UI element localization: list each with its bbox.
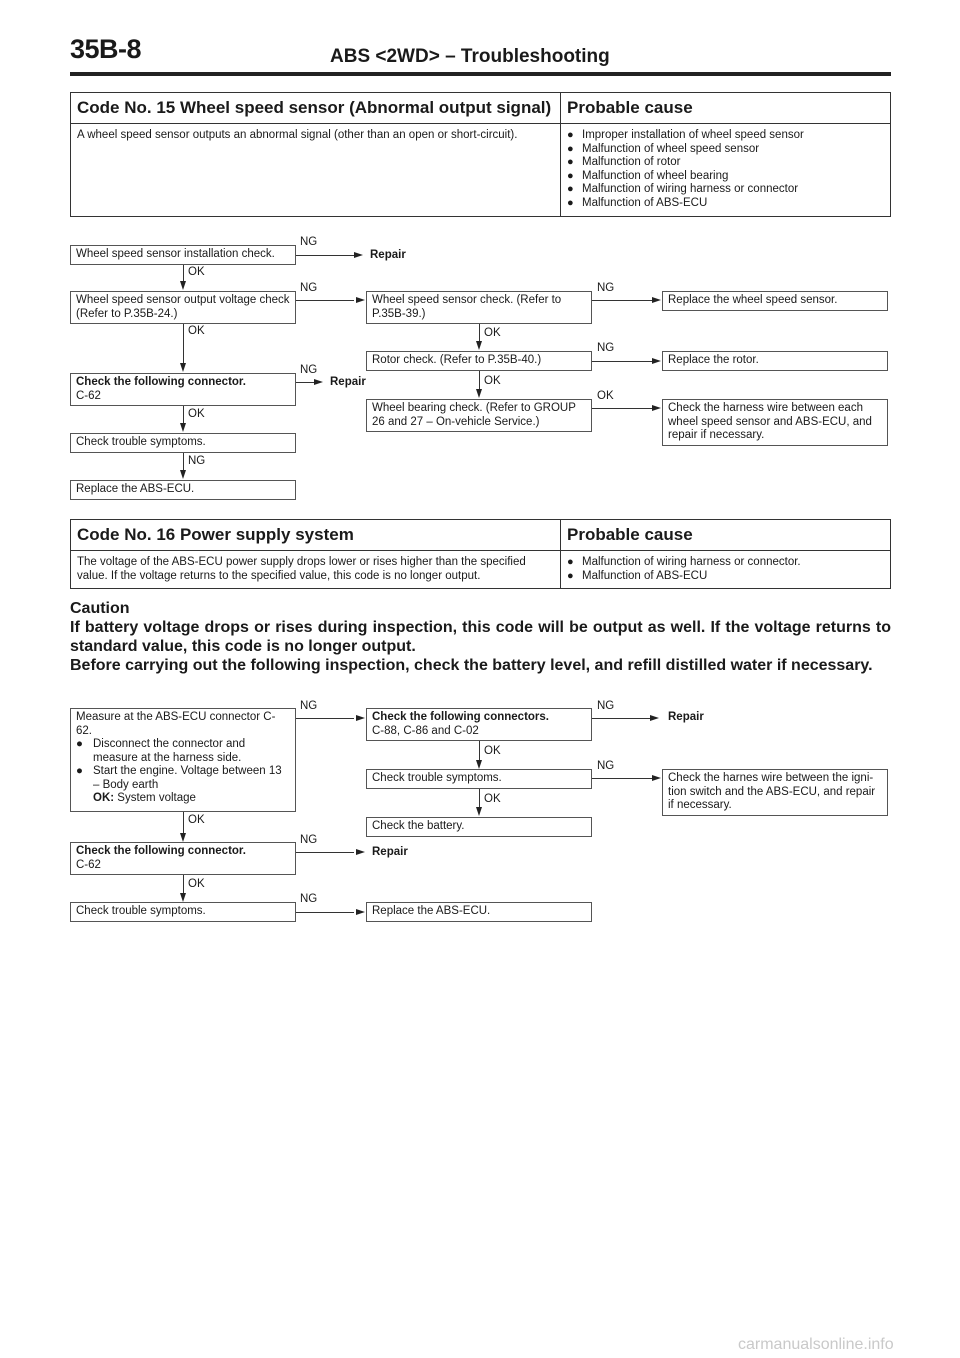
arrow-right-icon (652, 358, 661, 364)
arrow-down-icon (180, 470, 186, 479)
cause-item: ● Malfunction of ABS-ECU (567, 196, 708, 209)
connector-check-box: Check the following connector. C-62 (70, 842, 296, 875)
cause-item: ● Malfunction of ABS-ECU (567, 569, 708, 582)
arrow-down-icon (180, 423, 186, 432)
ok-label: OK (484, 327, 501, 339)
arrow-down-icon (180, 833, 186, 842)
connector-line (183, 812, 184, 835)
ng-label: NG (300, 700, 318, 712)
code15-causes (561, 124, 891, 217)
page-title: ABS <2WD> – Troubleshooting (330, 46, 610, 67)
ng-label: NG (300, 364, 318, 376)
code16-cause-header: Probable cause (561, 520, 891, 551)
connector-line (296, 300, 354, 301)
ok-label: OK (484, 375, 501, 387)
replace-ecu-box: Replace the ABS-ECU. (70, 480, 296, 500)
ng-label: NG (300, 236, 318, 248)
connector-line (296, 912, 354, 913)
code15-description: A wheel speed sensor outputs an abnormal signal (other than an open or short-circuit). (71, 124, 561, 217)
connector-line (592, 778, 652, 779)
arrow-right-icon (314, 379, 323, 385)
ok-label: OK (484, 745, 501, 757)
ng-label: NG (300, 893, 318, 905)
connector-line (592, 408, 652, 409)
arrow-down-icon (476, 341, 482, 350)
symptoms-box: Check trouble symptoms. (70, 433, 296, 453)
measure-box: Measure at the ABS-ECU connector C-62. ● Disconnect the connector and measure at the harness side. ● Start the engine. Voltage between 13 – Body earth OK: System voltage (70, 708, 296, 812)
arrow-right-icon (652, 405, 661, 411)
ng-label: NG (597, 760, 615, 772)
harness-check-box: Check the harness wire between each wheel speed sensor and ABS-ECU, and repair if necessary. (662, 399, 888, 446)
connector-line (479, 371, 480, 391)
arrow-right-icon (356, 849, 365, 855)
watermark: carmanualsonline.info (738, 1336, 894, 1353)
connector-line (592, 361, 652, 362)
output-check-box: Wheel speed sensor output voltage check (Refer to P.35B-24.) (70, 291, 296, 324)
arrow-right-icon (652, 297, 661, 303)
connector-line (479, 741, 480, 762)
arrow-down-icon (476, 807, 482, 816)
ng-label: NG (300, 282, 318, 294)
arrow-right-icon (356, 715, 365, 721)
ok-label: OK (188, 814, 205, 826)
connector-line (296, 852, 354, 853)
symptoms-left-box: Check trouble symptoms. (70, 902, 296, 922)
ng-label: NG (597, 342, 615, 354)
code16-causes (561, 551, 891, 589)
cause-item: ● Malfunction of wiring harness or connector. (567, 556, 801, 568)
ng-label: NG (188, 455, 206, 467)
arrow-right-icon (354, 252, 363, 258)
ng-label: NG (597, 282, 615, 294)
arrow-down-icon (180, 893, 186, 902)
repair-label: Repair (372, 846, 408, 858)
ok-label: OK (597, 390, 614, 402)
ok-label: OK (484, 793, 501, 805)
ok-label: OK (188, 408, 205, 420)
repair-label: Repair (370, 249, 406, 261)
arrow-right-icon (356, 297, 365, 303)
ng-label: NG (597, 700, 615, 712)
replace-ecu-box: Replace the ABS-ECU. (366, 902, 592, 922)
ok-label: OK (188, 325, 205, 337)
code16-title: Code No. 16 Power supply system (71, 520, 561, 551)
cause-item: ● Malfunction of wheel speed sensor (567, 142, 760, 155)
ok-label: OK (188, 878, 205, 890)
page-number: 35B-8 (70, 34, 142, 64)
replace-sensor-box: Replace the wheel speed sensor. (662, 291, 888, 311)
connector-line (296, 382, 314, 383)
arrow-right-icon (650, 715, 659, 721)
repair-label: Repair (668, 711, 704, 723)
connector-line (296, 718, 354, 719)
connector-line (479, 789, 480, 809)
battery-box: Check the battery. (366, 817, 592, 837)
arrow-down-icon (476, 760, 482, 769)
connector-line (183, 875, 184, 895)
header-rule (70, 72, 891, 76)
connector-check-box: Check the following connector. C-62 (70, 373, 296, 406)
arrow-down-icon (180, 363, 186, 372)
arrow-down-icon (180, 281, 186, 290)
arrow-right-icon (356, 909, 365, 915)
connectors-check-box: Check the following connectors. C-88, C-86 and C-02 (366, 708, 592, 741)
replace-rotor-box: Replace the rotor. (662, 351, 888, 371)
ok-label: OK (188, 266, 205, 278)
cause-item: ● Malfunction of wiring harness or connector (567, 183, 799, 195)
ng-label: NG (300, 834, 318, 846)
caution-text: Before carrying out the following inspection, check the battery level, and refill distilled water if necessary. (70, 657, 873, 674)
install-check-box: Wheel speed sensor installation check. (70, 245, 296, 265)
caution-text: If battery voltage drops or rises during inspection, this code will be output as well. If the voltage returns to standard value, this code is no longer output. (70, 619, 891, 655)
code16-description: The voltage of the ABS-ECU power supply drops lower or rises higher than the specified value. If the voltage returns to the specified value, this code is no longer output. (71, 551, 561, 589)
harness-igni-box: Check the harnes wire between the igni-tion switch and the ABS-ECU, and repair if necessary. (662, 769, 888, 816)
cause-item: ● Malfunction of wheel bearing (567, 169, 729, 182)
code16-table (70, 519, 891, 589)
connector-line (296, 255, 354, 256)
symptoms-mid-box: Check trouble symptoms. (366, 769, 592, 789)
cause-item: ● Malfunction of rotor (567, 156, 681, 168)
code15-cause-header: Probable cause (561, 93, 891, 124)
connector-line (592, 718, 650, 719)
arrow-right-icon (652, 775, 661, 781)
caution-title: Caution (70, 600, 130, 617)
cause-item: ● Improper installation of wheel speed sensor (567, 129, 804, 141)
sensor-check-box: Wheel speed sensor check. (Refer to P.35B-39.) (366, 291, 592, 324)
rotor-check-box: Rotor check. (Refer to P.35B-40.) (366, 351, 592, 371)
bearing-check-box: Wheel bearing check. (Refer to GROUP 26 and 27 – On-vehicle Service.) (366, 399, 592, 432)
connector-line (592, 300, 652, 301)
arrow-down-icon (476, 389, 482, 398)
code15-table (70, 92, 891, 217)
repair-label: Repair (330, 376, 366, 388)
code15-title: Code No. 15 Wheel speed sensor (Abnormal output signal) (71, 93, 561, 124)
caution-block (70, 599, 891, 675)
